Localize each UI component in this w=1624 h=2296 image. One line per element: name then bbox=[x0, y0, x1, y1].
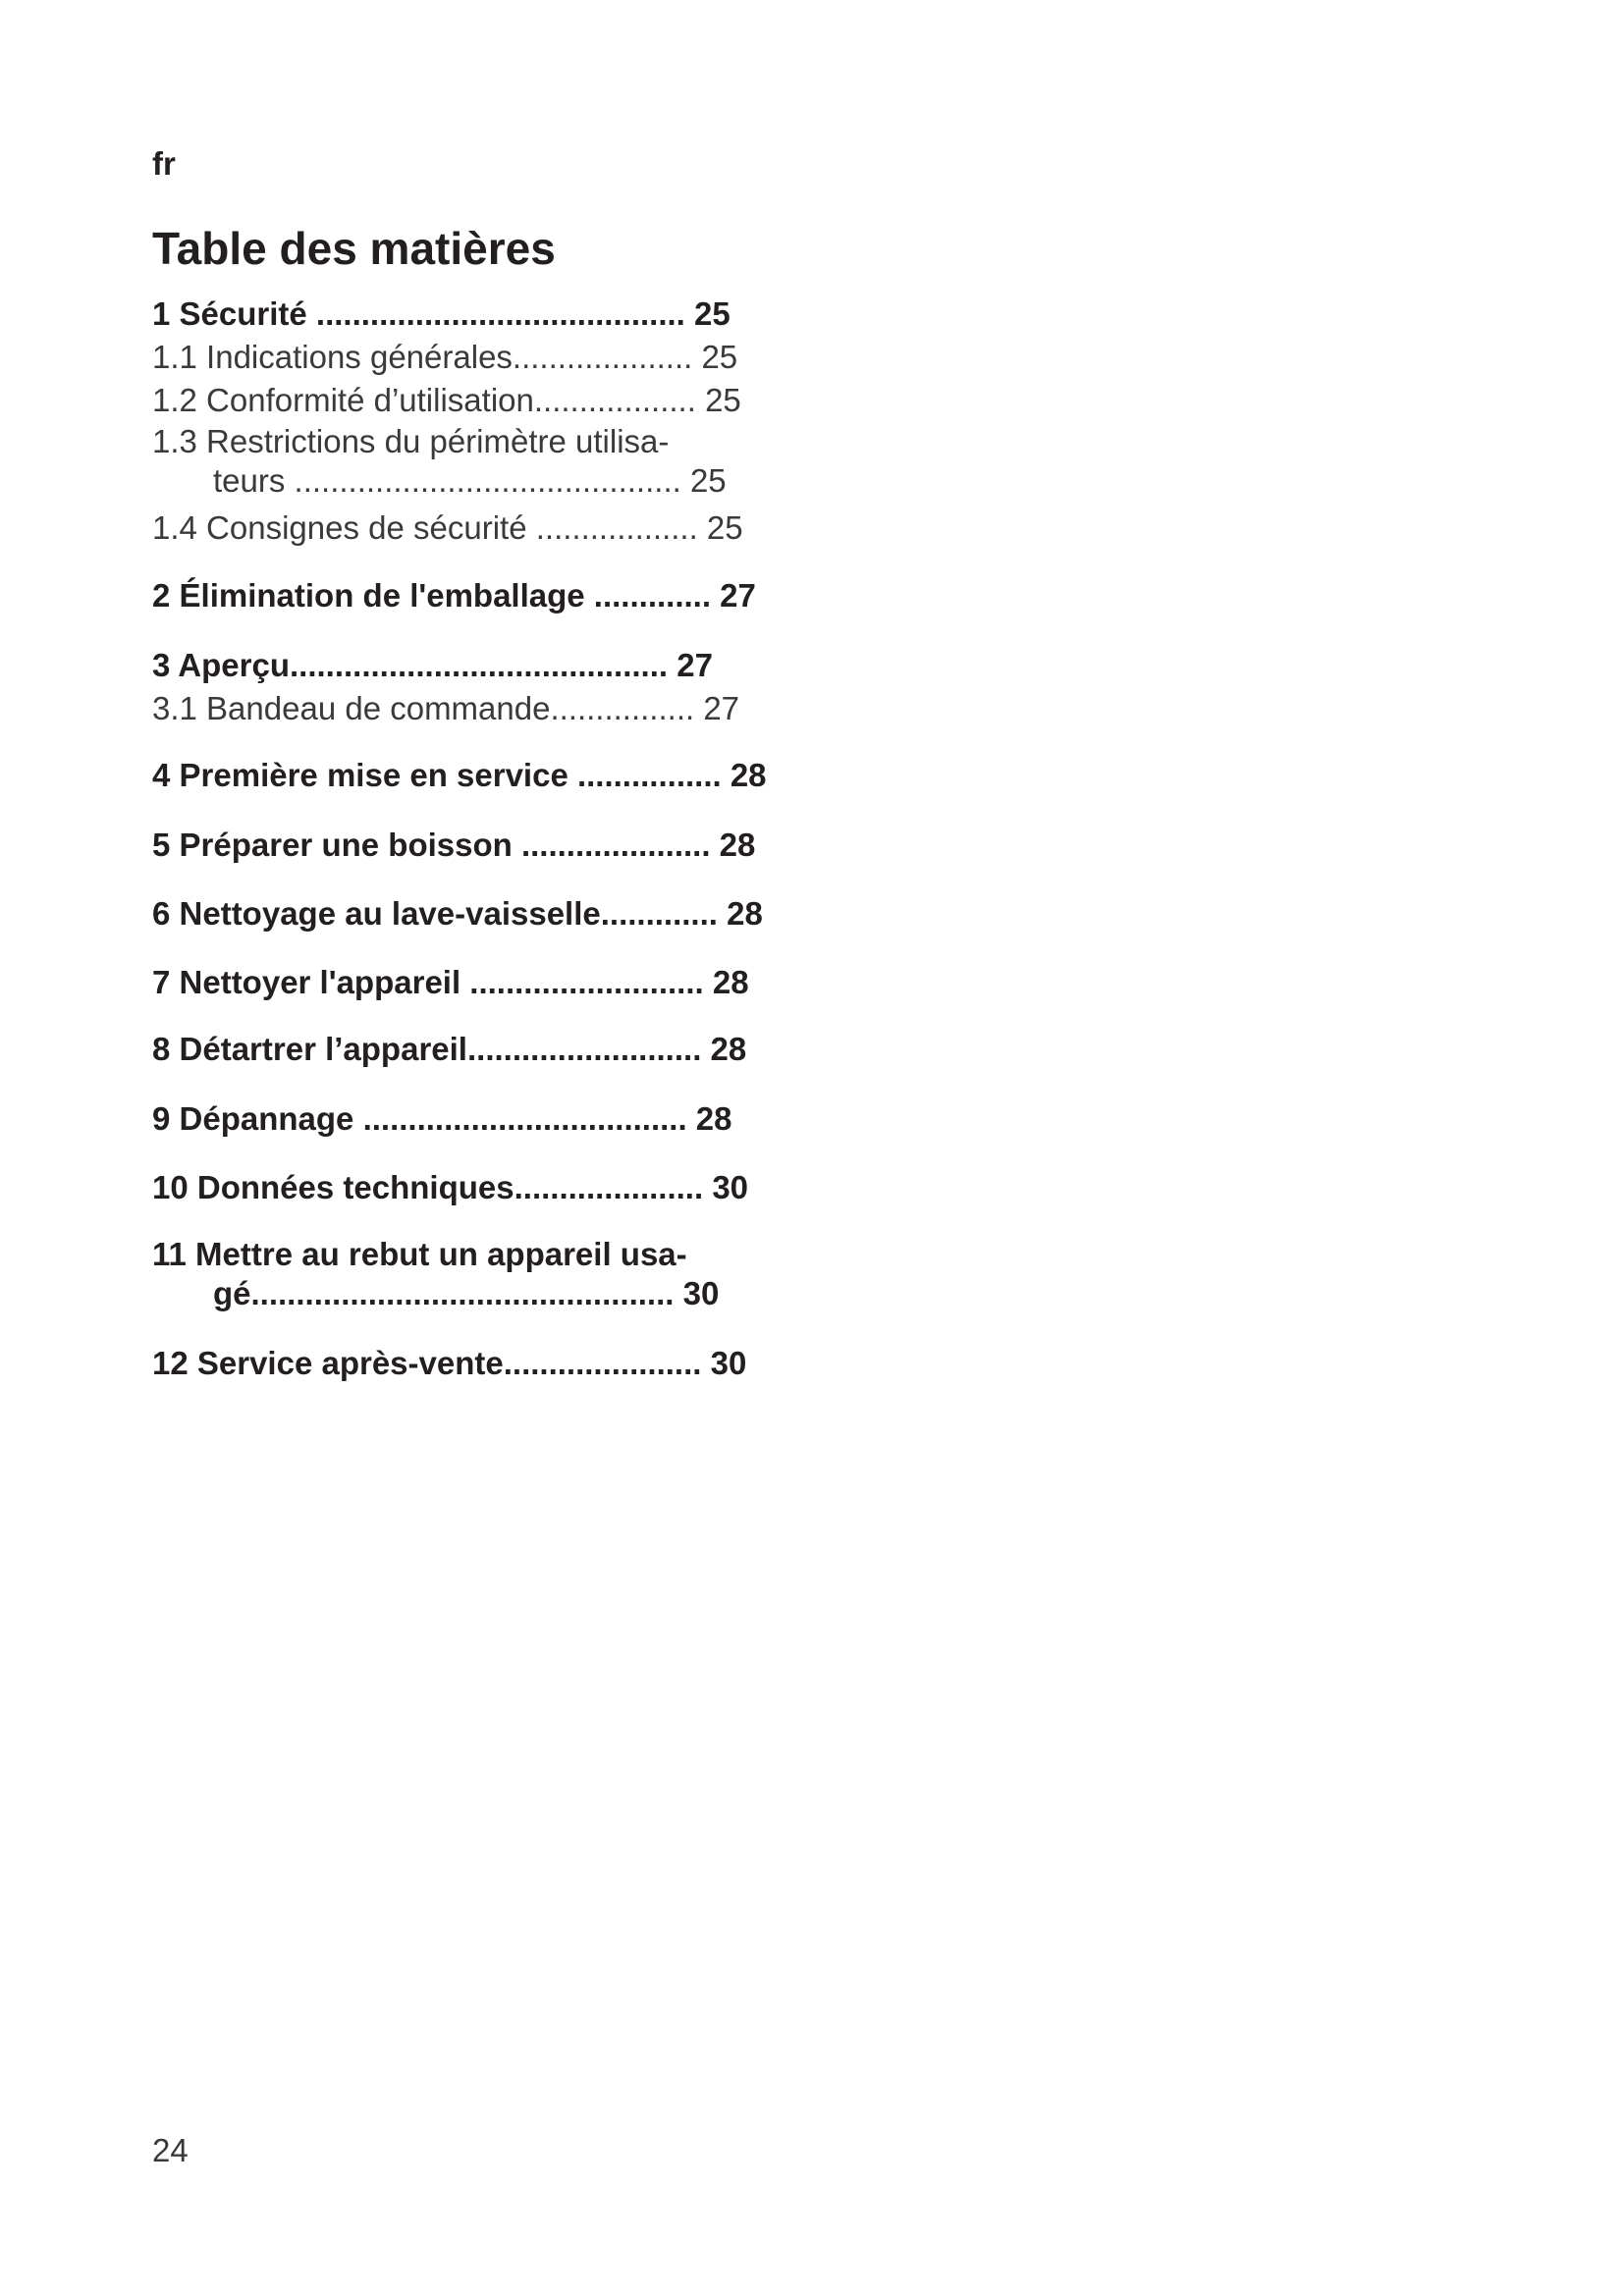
toc-entry-continuation: teurs ........................................... 25 bbox=[213, 462, 727, 499]
toc-entry-text: 2 Élimination de l'emballage ............. 27 bbox=[152, 577, 756, 614]
page-number: 24 bbox=[152, 2132, 189, 2168]
page-title: Table des matières bbox=[152, 223, 556, 274]
toc-entry-3[interactable] bbox=[152, 646, 713, 685]
toc-entry-8[interactable] bbox=[152, 1030, 746, 1069]
toc-entry-text: 1.4 Consignes de sécurité .................. 25 bbox=[152, 509, 743, 546]
language-code: fr bbox=[152, 145, 176, 182]
toc-entry-9[interactable] bbox=[152, 1099, 732, 1139]
toc-entry-10[interactable] bbox=[152, 1168, 748, 1207]
toc-entry-1-2[interactable] bbox=[152, 381, 741, 420]
toc-entry-text: 1.1 Indications générales.................... 25 bbox=[152, 339, 738, 375]
toc-entry-text: 1.2 Conformité d’utilisation.................. 25 bbox=[152, 382, 741, 418]
toc-entry-2[interactable] bbox=[152, 576, 756, 615]
toc-entry-4[interactable] bbox=[152, 756, 767, 795]
toc-entry-11[interactable] bbox=[152, 1235, 719, 1313]
toc-entry-text: 1.3 Restrictions du périmètre utilisa- bbox=[152, 423, 670, 459]
toc-entry-text: 5 Préparer une boisson ..................... 28 bbox=[152, 827, 756, 863]
toc-entry-text: 3 Aperçu.......................................... 27 bbox=[152, 647, 713, 683]
toc-entry-text: 1 Sécurité ......................................... 25 bbox=[152, 295, 731, 332]
toc-entry-text: 11 Mettre au rebut un appareil usa- bbox=[152, 1236, 687, 1272]
toc-entry-text: 10 Données techniques..................... 30 bbox=[152, 1169, 749, 1205]
toc-entry-5[interactable] bbox=[152, 826, 755, 865]
toc-entry-1-3[interactable] bbox=[152, 422, 727, 501]
toc-entry-6[interactable] bbox=[152, 894, 763, 934]
toc-entry-text: 12 Service après-vente...................... 30 bbox=[152, 1345, 747, 1381]
toc-entry-text: 7 Nettoyer l'appareil .......................... 28 bbox=[152, 964, 749, 1000]
toc-entry-text: 6 Nettoyage au lave-vaisselle............. 28 bbox=[152, 895, 763, 932]
toc-entry-text: 9 Dépannage .................................... 28 bbox=[152, 1100, 732, 1137]
toc-entry-text: 4 Première mise en service ................ 28 bbox=[152, 757, 767, 793]
toc-entry-text: 3.1 Bandeau de commande................ 27 bbox=[152, 690, 740, 726]
toc-entry-12[interactable] bbox=[152, 1344, 746, 1383]
toc-entry-1[interactable] bbox=[152, 294, 731, 334]
toc-entry-continuation: gé............................................... 30 bbox=[213, 1275, 720, 1311]
toc-entry-1-1[interactable] bbox=[152, 338, 737, 377]
toc-entry-1-4[interactable] bbox=[152, 508, 743, 548]
toc-entry-text: 8 Détartrer l’appareil.......................... 28 bbox=[152, 1031, 747, 1067]
toc-entry-7[interactable] bbox=[152, 963, 749, 1002]
toc-entry-3-1[interactable] bbox=[152, 689, 739, 728]
